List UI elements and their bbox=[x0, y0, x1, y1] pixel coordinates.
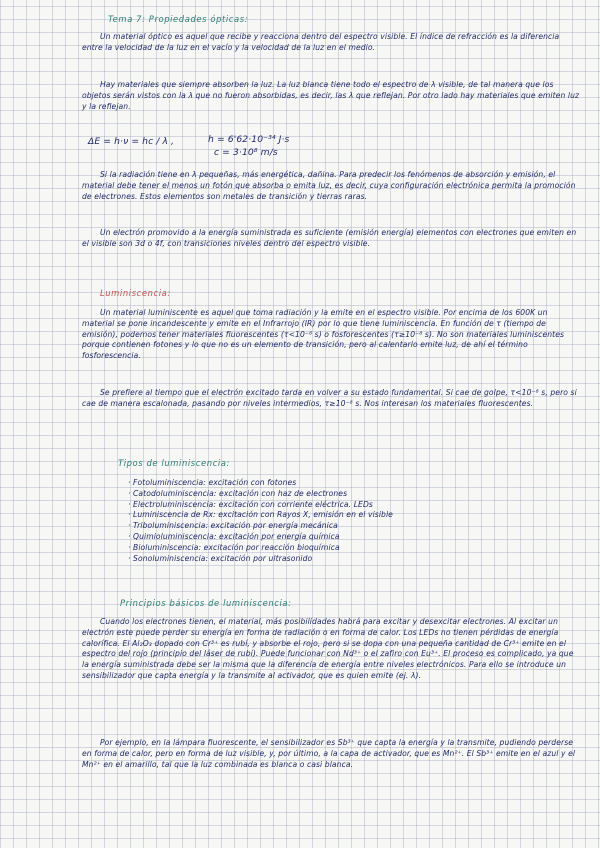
list-item: · Electroluminiscencia: excitación con corriente eléctrica. LEDs bbox=[128, 499, 373, 509]
paragraph-electron-excitation: Cuando los electrones tienen, el material, más posibilidades habrá para excitar y desexcitar electrones. Al excitar un electrón este puede perder su energía en forma de radiación o en forma de calor. Los LEDs no tienen pérdidas de energía calorífica. El Al₂O₃ dopado con Cr³⁺ es rubí, y absorbe el rojo, pero si se dopa con una pequeña cantidad de Cr³⁺ emite en el espectro del rojo (principio del láser de rubí). Puede funcionar con Nd³⁺ o el zafiro con Eu³⁺. El proceso es complicado, ya que la energía suministrada debe ser la misma que la diferencia de energía entre niveles electrónicos. Para ello se introduce un sensibilizador que capta energía y la transmite al activador, que es quien emite (ej. λ). bbox=[82, 617, 574, 680]
formula-planck-constant: h = 6'62·10⁻³⁴ J·s bbox=[208, 134, 290, 145]
paragraph-electron-promotion: Un electrón promovido a la energía suministrada es suficiente (emisión energía) elementos con electrones que emiten en el visible son 3d o 4f, con transiciones niveles dentro del espectro visible. bbox=[82, 228, 577, 248]
luminiscence-types-list bbox=[128, 478, 558, 564]
list-item: · Fotoluminiscencia: excitación con fotones bbox=[128, 478, 297, 487]
list-item: · Bioluminiscencia: excitación por reacción bioquímica bbox=[128, 542, 340, 552]
section-luminiscence-heading: Luminiscencia: bbox=[100, 288, 171, 298]
paragraph-radiation: Si la radiación tiene en λ pequeñas, más energética, dañina. Para predecir los fenómenos de absorción y emisión, el material debe tener el menos un fotón que absorba o emita luz, es decir, cuya configuración electrónica permita la promoción de electrones. Estos elementos son metales de transición y tierras raras. bbox=[82, 170, 576, 201]
section-basic-principles-heading: Principios básicos de luminiscencia: bbox=[120, 598, 292, 608]
paragraph-luminiscent-material: Un material luminiscente es aquel que toma radiación y la emite en el espectro visible. Por encima de los 600K un material se pone incandescente y emite en el Infrarrojo (IR) por lo que tiene luminiscencia. En función de τ (tiempo de emisión), podemos tener materiales fluorescentes (τ<10⁻⁸ s) o fosforescentes (τ≥10⁻⁸ s). No son materiales luminiscentes porque contienen fotones y lo que no es un elemento de transición, pero al calentarlo emite luz, de ahí el término fosforescencia. bbox=[82, 308, 565, 361]
list-item: · Luminiscencia de Rx: excitación con Rayos X, emisión en el visible bbox=[128, 510, 393, 520]
list-item: · Triboluminiscencia: excitación por energía mecánica bbox=[128, 521, 338, 531]
list-item: · Sonoluminiscencia: excitación por ultrasonido bbox=[128, 553, 313, 563]
list-item: · Quimioluminiscencia: excitación por energía química bbox=[128, 531, 340, 541]
list-item: · Catodoluminiscencia: excitación con haz de electrones bbox=[128, 488, 348, 498]
formula-energy: ΔE = h·ν = hc / λ , bbox=[88, 136, 175, 147]
paragraph-absorption: Hay materiales que siempre absorben la luz. La luz blanca tiene todo el espectro de λ visible, de tal manera que los objetos serán vistos con la λ que no fueron absorbidas, es decir, las λ que reflejan. Por otro lado hay materiales que emiten luz y la reflejan. bbox=[82, 80, 580, 111]
page-title: Tema 7: Propiedades ópticas: bbox=[108, 14, 249, 24]
paragraph-fluorescent-lamp: Por ejemplo, en la lámpara fluorescente, el sensibilizador es Sb³⁺ que capta la energía y la transmite, pudiendo perderse en forma de calor, pero en forma de luz visible, y, por último, a la capa de activador, que es Mn²⁺. El Sb³⁺ emite en el azul y el Mn²⁺ en el amarillo, tal que la luz combinada es blanca o casi blanca. bbox=[82, 738, 576, 769]
paragraph-optical-material: Un material óptico es aquel que recibe y reacciona dentro del espectro visible. El índice de refracción es la diferencia entre la velocidad de la luz en el vacío y la velocidad de la luz en el medio. bbox=[82, 32, 560, 52]
section-luminiscence-types-heading: Tipos de luminiscencia: bbox=[118, 458, 230, 468]
formula-light-speed: c = 3·10⁸ m/s bbox=[214, 147, 278, 158]
paragraph-emission-time: Se prefiere al tiempo que el electrón excitado tarda en volver a su estado fundamental. Si cae de golpe, τ<10⁻⁸ s, pero si cae de manera escalonada, pasando por niveles intermedios, τ≥10⁻⁸ s. Nos interesan los materiales fluorescentes. bbox=[82, 388, 577, 408]
